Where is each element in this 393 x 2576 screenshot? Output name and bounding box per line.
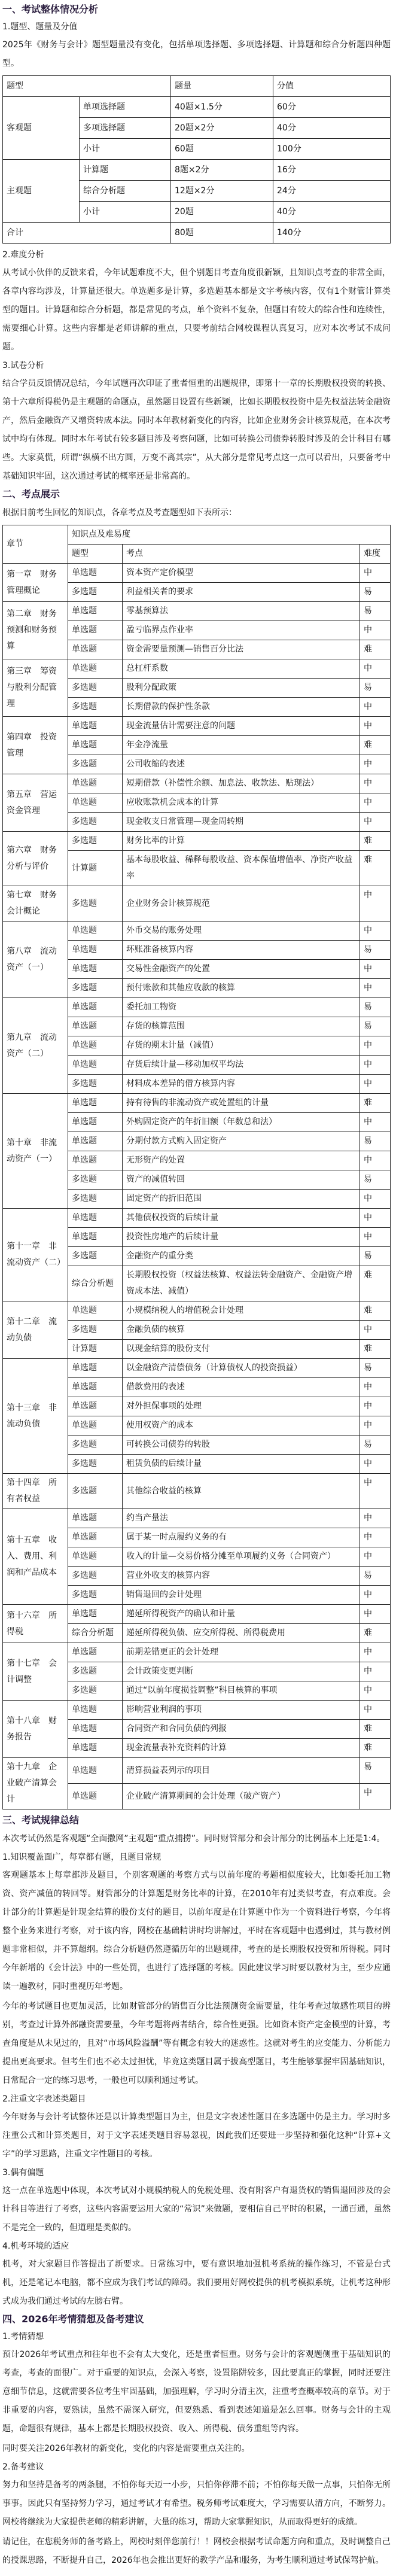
exam-point: 会计政策变更判断 [123,1662,360,1681]
exam-point: 约当产量法 [123,1509,360,1528]
table-row [3,160,391,181]
group-name: 主观题 [3,160,80,223]
exam-point: 以现金结算的股份支付 [123,1340,360,1359]
exam-point: 利益相关者的要求 [123,583,360,602]
question-type: 计算题 [68,1340,123,1359]
exam-point: 财务比率的计算 [123,832,360,851]
paragraph: 今年的考试题目也更加灵活，比如财管部分的销售百分比法预测资金需要量，往年考查过敏感性项目的辨别，考查过计算外部融资需要量，今年考题将两者结合，综合性更强。比如资本资产定金模型的计算，考查角度是从未见过的，且对“市场风险溢酬”等有概念有较大的迷惑性。这就对考生的应变能力、分析能力提出更高要求。但考生们也不必太过担忧，毕竟这类题目属于拔高型题目，考生能够掌握牢固基础知识，日常配合一定的练习思考，一般也可以顺利通过考试。 [2,2002,391,2085]
cell-score: 60分 [273,97,391,118]
table-row [3,1701,391,1720]
exam-point: 递延所得税负债、应交所得税、所得税费用 [123,1624,360,1643]
difficulty: 易 [360,1359,391,1378]
question-type: 多选题 [68,1190,123,1209]
exam-point: 坏账准备核算内容 [123,941,360,960]
difficulty: 中 [360,755,391,774]
subheading: 1.知识覆盖面广，每章都有题，且题目常规 [2,1853,162,1862]
section-2-title: 二、考点展示 [2,488,60,500]
table-header-row [3,76,391,97]
table-row [3,921,391,941]
difficulty: 难 [360,1340,391,1359]
difficulty: 难 [360,1739,391,1758]
difficulty: 易 [360,1758,391,1784]
question-type: 单选题 [68,1036,123,1056]
difficulty: 易 [360,1435,391,1455]
exam-point: 公司收缩的表述 [123,755,360,774]
cell-type: 小计 [80,202,171,223]
difficulty: 中 [360,1455,391,1474]
table-row [3,1209,391,1228]
difficulty: 中 [360,886,391,921]
chapter-name: 第十八章 财务报告 [3,1701,68,1758]
difficulty: 中 [360,1547,391,1567]
chapter-name: 第一章 财务管理概论 [3,564,68,602]
difficulty: 中 [360,1528,391,1547]
difficulty: 中 [360,564,391,583]
difficulty: 难 [360,1266,391,1301]
subheading: 2.备考建议 [2,2462,44,2472]
exam-point: 基本每股收益、稀释每股收益、资本保值增值率、净资产收益率 [123,851,360,886]
exam-point: 通过“以前年度损益调整”科目核算的事项 [123,1681,360,1701]
difficulty: 易 [360,583,391,602]
question-type: 单选题 [68,1784,123,1809]
exam-point: 资本资产定价模型 [123,564,360,583]
difficulty: 难 [360,1301,391,1321]
difficulty: 中 [360,1643,391,1662]
exam-point: 年金净流量 [123,736,360,755]
question-type: 单选题 [68,1017,123,1036]
difficulty: 难 [360,640,391,659]
exam-point: 总杠杆系数 [123,659,360,679]
chapter-name: 第八章 流动资产（一） [3,921,68,998]
cell-score: 40分 [273,118,391,139]
table-total-row [3,223,391,244]
difficulty: 中 [360,979,391,998]
difficulty: 中 [360,698,391,717]
exam-point: 现金收支日常管理—现金周转期 [123,813,360,832]
chapter-name: 第十一章 非流动资产（二） [3,1209,68,1301]
question-type: 多选题 [68,979,123,998]
paragraph: 机考，对大家题目作答提出了新要求。日常练习中，要有意识地加强机考系统的操作练习，不管是台式机，还是笔记本电脑，都不应成为我们考试的障碍。我们要用好网校提供的机考模拟系统，让机考这种形式成为我们通过考试的左膀右臂。 [2,2259,391,2306]
difficulty: 难 [360,1094,391,1113]
table-row [3,832,391,851]
total-count: 80题 [171,223,273,244]
difficulty: 难 [360,1720,391,1739]
chapter-name: 第二章 财务预测和财务预算 [3,602,68,659]
exam-point: 存货的核算范围 [123,1017,360,1036]
cell-count: 12题×2分 [171,181,273,202]
question-type: 单选题 [68,1416,123,1435]
question-type: 单选题 [68,621,123,640]
subheading: 4.机考环境的适应 [2,2242,69,2251]
exam-point: 属于某一时点履约义务的有 [123,1528,360,1547]
exam-point: 影响营业利润的事项 [123,1701,360,1720]
difficulty: 难 [360,736,391,755]
question-type: 单选题 [68,1209,123,1228]
exam-point: 存货后续计量—移动加权平均法 [123,1056,360,1075]
section-3-title: 三、考试规律总结 [2,1814,80,1826]
question-type: 单选题 [68,1228,123,1247]
question-type: 综合分析题 [68,1624,123,1643]
table-row [3,1301,391,1321]
exam-point: 企业财务会计核算规范 [123,886,360,921]
difficulty: 易 [360,1170,391,1190]
header-group: 知识点及难易度 [68,525,391,545]
table-row [3,564,391,583]
cell-type: 计算题 [80,160,171,181]
exam-point: 对外担保事项的处理 [123,1397,360,1416]
question-type: 单选题 [68,717,123,736]
question-type: 单选题 [68,1605,123,1624]
cell-type: 单项选择题 [80,97,171,118]
exam-point: 租赁负债的后续计量 [123,1455,360,1474]
cell-score: 24分 [273,181,391,202]
question-type: 单选题 [68,998,123,1017]
question-type: 多选题 [68,1455,123,1474]
difficulty: 易 [360,998,391,1017]
question-type: 多选题 [68,1586,123,1605]
table-row [3,659,391,679]
question-type: 单选题 [68,960,123,979]
chapter-name: 第十九章 企业破产清算会计 [3,1758,68,1809]
exam-point: 应收账款机会成本的计算 [123,793,360,813]
exam-point: 小规模纳税人的增值税会计处理 [123,1301,360,1321]
chapter-name: 第九章 流动资产（二） [3,998,68,1094]
question-type: 计算题 [68,851,123,886]
exam-point: 可转换公司债券的转股 [123,1435,360,1455]
difficulty: 难 [360,1624,391,1643]
table-row [3,1605,391,1624]
header-score: 分值 [273,76,391,97]
difficulty: 中 [360,1075,391,1094]
group-name: 客观题 [3,97,80,160]
paragraph: 今年财务与会计考试整体还是以计算类型题目为主，但是文字表述性题目在多选题中仍是主力。学习时多注重公式和计算类题目，对于文字表述类题目容易忽视，因此我们还要进一步坚持和强化这种“计算+文字”的学习思路，注重文字性题目的考核。 [2,2112,391,2159]
exam-point: 以金融资产清偿债务（计算债权人的投资损益） [123,1359,360,1378]
difficulty: 难 [360,832,391,851]
exam-points-table [2,525,391,1809]
chapter-name: 第七章 财务会计概论 [3,886,68,921]
question-type: 单选题 [68,1151,123,1170]
cell-count: 60题 [171,139,273,160]
question-type: 单选题 [68,1113,123,1132]
chapter-name: 第四章 投资管理 [3,717,68,774]
cell-score: 40分 [273,202,391,223]
section-4-items [2,2329,391,2570]
exam-point: 存货的期末计量（减值） [123,1036,360,1056]
difficulty: 中 [360,1228,391,1247]
question-type: 多选题 [68,813,123,832]
question-type: 多选题 [68,1075,123,1094]
exam-point: 使用权资产的成本 [123,1416,360,1435]
question-type: 综合分析题 [68,1266,123,1301]
question-type: 多选题 [68,1681,123,1701]
cell-count: 20题×2分 [171,118,273,139]
exam-point: 材料成本差异的借方核算内容 [123,1075,360,1094]
exam-point: 固定资产的折旧范围 [123,1190,360,1209]
chapter-name: 第十四章 所有者权益 [3,1474,68,1509]
table-header-row [3,525,391,545]
table-row [3,1509,391,1528]
difficulty: 中 [360,1036,391,1056]
table-row [3,998,391,1017]
difficulty: 中 [360,1701,391,1720]
exam-point: 资金需要量预测—销售百分比法 [123,640,360,659]
table-row [3,774,391,793]
question-type: 单选题 [68,1720,123,1739]
exam-point: 外币交易的账务处理 [123,921,360,941]
exam-point: 短期借款（补偿性余额、加息法、收款法、贴现法） [123,774,360,793]
difficulty: 易 [360,1247,391,1266]
difficulty: 中 [360,621,391,640]
paragraph: 预计2026年考试重点和往年也不会有太大变化，还是重者恒重。财务与会计的客观题侧重于基础知识的考查，考查的面很广。对于重要的知识点，会深入考察，设置陷阱较多，因此要真正的掌握，同时还要注意细节信息，这就需要各位考生牢固基础，加强理解，学习时分清主次，注重考查概率较高的章节。对于非重要的内容，要熟读，虽然不需深入研究，但要熟悉、看到表述知道是怎么回事。财务与会计的主观题，命题很有规律，基本上都是长期股权投资、收入、所得税、债务重组等内容。 [2,2350,391,2434]
cell-count: 40题×1.5分 [171,97,273,118]
difficulty: 中 [360,1474,391,1509]
subheading: 1.考情猜想 [2,2332,44,2341]
chapter-name: 第十三章 非流动负债 [3,1359,68,1474]
question-type: 单选题 [68,1758,123,1784]
difficulty: 中 [360,960,391,979]
exam-point: 前期差错更正的会计处理 [123,1643,360,1662]
section-1-title: 一、考试整体情况分析 [2,4,99,15]
question-type: 多选题 [68,1662,123,1681]
cell-score: 16分 [273,160,391,181]
question-type: 单选题 [68,736,123,755]
question-type: 单选题 [68,1359,123,1378]
exam-point: 交易性金融资产的处置 [123,960,360,979]
difficulty: 易 [360,679,391,698]
section-1-sub1: 1.题型、题量及分值 [2,22,78,32]
chapter-name: 第十章 非流动资产（一） [3,1094,68,1209]
question-type: 多选题 [68,679,123,698]
question-type: 多选题 [68,698,123,717]
difficulty: 中 [360,793,391,813]
question-type: 单选题 [68,1701,123,1720]
question-type: 单选题 [68,774,123,793]
exam-point: 外购固定资产的年折旧额（年数总和法） [123,1113,360,1132]
header-type: 题型 [68,545,123,564]
paragraph: 客观题基本上每章都涉及题目，个别客观题的考察方式与以前年度的考题相似度较大，比如委托加工物资、资产减值的转回等。财管部分的计算题是财务比率的计算，在2010年有过类似考查，有点难度。会计部分的计算题是针现金结算的股份支付的题目，以前年度是在计算题中作为一个资料进行考察，今年将整个业务来进行考察，对于该内容，网校在基础精讲时均讲解过，平时在客观题中也遇到过，其与教材例题非常相似，并不算超纲。综合分析题仍然遵循历年的出题规律，考查的是长期股权投资和所得税。同时今年新增的《会计法》中的一些处罚，也进行了选择题的考核。因此建议学习时要以教材为主，至少应通读一遍教材，同时重视历年考题。 [2,1871,391,1991]
difficulty: 易 [360,1017,391,1036]
difficulty: 易 [360,602,391,621]
exam-point: 投资性房地产的后续计量 [123,1228,360,1247]
table-row [3,1474,391,1509]
difficulty: 中 [360,1113,391,1132]
difficulty: 中 [360,1509,391,1528]
table-row [3,717,391,736]
chapter-name: 第五章 营运资金管理 [3,774,68,832]
difficulty: 难 [360,851,391,886]
paragraph: 同时要关注2026年教材的新变化，变化的内容是需要重点关注的。 [2,2444,250,2453]
difficulty: 中 [360,921,391,941]
difficulty: 中 [360,813,391,832]
question-type: 单选题 [68,1056,123,1075]
question-type: 单选题 [68,1378,123,1397]
difficulty: 中 [360,1209,391,1228]
difficulty: 中 [360,1378,391,1397]
difficulty: 中 [360,1190,391,1209]
paragraph: 努力和坚持是备考的两条腿，不怕你每天迈一小步，只怕你停滞不前；不怕你每天做一点事，只怕你无所事事。因此只有坚持努力学习，通过考试才有希望。税务师考试难度大，学习需要认清方向，不断努力。网校将继续为大家提供老师的精彩讲解，大量的练习，帮助大家掌握知识，从而取得更好的成绩。 [2,2480,391,2527]
question-type: 单选题 [68,640,123,659]
exam-point: 其他综合收益的核算 [123,1474,360,1509]
question-type: 单选题 [68,1509,123,1528]
question-type: 单选题 [68,921,123,941]
exam-point: 持有待售的非流动资产或处置组的计量 [123,1094,360,1113]
difficulty: 中 [360,1662,391,1681]
header-type: 题型 [3,76,171,97]
cell-type: 多项选择题 [80,118,171,139]
question-type: 多选题 [68,1474,123,1509]
question-type: 多选题 [68,886,123,921]
question-type: 单选题 [68,659,123,679]
difficulty: 中 [360,1605,391,1624]
difficulty: 中 [360,1784,391,1809]
difficulty: 中 [360,717,391,736]
question-type: 单选题 [68,941,123,960]
exam-point: 收入的计量—交易价格分摊至单项履约义务（合同资产） [123,1547,360,1567]
question-type-table [2,75,391,244]
table-row [3,1758,391,1784]
exam-point: 预付账款和其他应收款的核算 [123,979,360,998]
difficulty: 中 [360,1586,391,1605]
question-type: 多选题 [68,583,123,602]
table-row [3,1094,391,1113]
section-1-sub2: 2.难度分析 [2,250,44,260]
difficulty: 中 [360,1397,391,1416]
question-type: 单选题 [68,793,123,813]
total-label: 合计 [3,223,171,244]
section-3-intro: 本次考试仍然是客观题“全面撒网”主观题“重点捕捞”。同时财管部分和会计部分的比例基本上还是1:4。 [2,1834,385,1844]
difficulty: 中 [360,659,391,679]
section-1-intro: 2025年《财务与会计》题型题量没有变化，包括单项选择题、多项选择题、计算题和综合分析题四种题型。 [2,40,391,68]
question-type: 多选题 [68,755,123,774]
table-row [3,1643,391,1662]
exam-point: 股利分配政策 [123,679,360,698]
total-score: 140分 [273,223,391,244]
question-type: 多选题 [68,1321,123,1340]
chapter-name: 第三章 筹资与股利分配管理 [3,659,68,717]
question-type: 单选题 [68,1132,123,1151]
chapter-name: 第十六章 所得税 [3,1605,68,1643]
header-chapter: 章节 [3,525,68,564]
header-point: 考点 [123,545,360,564]
question-type: 单选题 [68,1739,123,1758]
difficulty: 易 [360,1567,391,1586]
subheading: 3.偶有偏题 [2,2168,44,2177]
exam-point: 金融负债的核算 [123,1321,360,1340]
chapter-name: 第六章 财务分析与评价 [3,832,68,886]
header-difficulty: 难度 [360,545,391,564]
table-row [3,886,391,921]
exam-point: 无形资产的处置 [123,1151,360,1170]
difficulty-paragraph: 从考试小伙伴的反馈来看，今年试题难度不大，但个别题目考查角度很新颖，且知识点考查的非常全面，各章内容均涉及，计算量还很大。单选题多是计算，多选题基本都是文字考核内容，仅有1个财管计算类型的题目。计算题和综合分析题，都是常见的考点，单个资料不复杂，但题目有较大的综合性和连续性，需要细心计算。这些内容都是老师讲解的重点，只要考前结合网校课程认真复习，应对本次考试不成问题。 [2,268,391,352]
table-row [3,97,391,118]
exam-point: 零基预算法 [123,602,360,621]
exam-point: 长期借款的保护性条款 [123,698,360,717]
question-type: 单选题 [68,1547,123,1567]
analysis-paragraph: 结合学员反馈情况总结，今年试题再次印证了重者恒重的出题规律，即第十一章的长期股权投资的转换、第十六章所得税仍是主观题的命题点，虽然题目设置有些新颖，比如长期股权投资中是先权益法转金融资产，然后金融资产又增资转成本法。同时本年教材新变化的内容，比如企业财务会计核算规范，在本次考试中均有体现。同时本年考试有较多题目涉及考察问题，比如可转换公司债券转股时涉及的会计科目有哪些。大家莫慌，所谓“纵横不出方圆，万变不离其宗”，从大部分是常见考点这一点可以看出，只要备考中基础知识牢固，这次通过考试的概率还是非常高的。 [2,379,391,481]
exam-point: 清算损益表列示的项目 [123,1758,360,1784]
section-4-title: 四、2026年考情猜想及备考建议 [2,2313,144,2325]
question-type: 单选题 [68,1643,123,1662]
cell-score: 100分 [273,139,391,160]
exam-point: 其他债权投资的后续计量 [123,1209,360,1228]
chapter-name: 第十五章 收入、费用、利润和产品成本 [3,1509,68,1605]
question-type: 多选题 [68,1247,123,1266]
question-type: 多选题 [68,832,123,851]
exam-point: 资产的减值转回 [123,1170,360,1190]
section-3-items [2,1850,391,2311]
question-type: 多选题 [68,1567,123,1586]
table-row [3,1359,391,1378]
exam-point: 分期付款方式购入固定资产 [123,1132,360,1151]
difficulty: 易 [360,941,391,960]
difficulty: 中 [360,1151,391,1170]
question-type: 单选题 [68,1094,123,1113]
exam-point: 盈亏临界点作业率 [123,621,360,640]
chapter-name: 第十七章 会计调整 [3,1643,68,1701]
difficulty: 中 [360,1056,391,1075]
exam-points-body [3,564,391,1809]
exam-point: 合同资产和合同负债的列报 [123,1720,360,1739]
question-type: 单选题 [68,1397,123,1416]
question-type: 单选题 [68,1528,123,1547]
section-2-intro: 根据目前考生回忆的知识点，各章考点及考查题型如下表所示： [2,508,237,518]
question-type: 单选题 [68,1301,123,1321]
exam-point: 企业破产清算期间的会计处理（破产资产） [123,1784,360,1809]
exam-point: 现金流量估计需要注意的问题 [123,717,360,736]
table-row [3,602,391,621]
difficulty: 易 [360,1132,391,1151]
header-count: 题量 [171,76,273,97]
exam-point: 营业外收支的核算内容 [123,1567,360,1586]
chapter-name: 第十二章 流动负债 [3,1301,68,1359]
question-type: 单选题 [68,564,123,583]
paragraph: 这一点在单选题中体现，本次考试对小规模纳税人的免税处理、没有附客户有退货权的销售退回涉及的会计科目等进行了考察，这些内容需要运用大家的“常识”来做题，要相信自己平时的积累，一通百通，虽然不是完全一致的，但道理是类似的。 [2,2186,391,2233]
difficulty: 中 [360,1321,391,1340]
question-type: 单选题 [68,602,123,621]
exam-point: 递延所得税资产的确认和计量 [123,1605,360,1624]
cell-type: 小计 [80,139,171,160]
difficulty: 中 [360,1681,391,1701]
exam-point: 金融资产的重分类 [123,1247,360,1266]
subheading: 2.注重文字表述类题目 [2,2094,86,2104]
difficulty: 中 [360,774,391,793]
cell-type: 综合分析题 [80,181,171,202]
cell-count: 8题×2分 [171,160,273,181]
difficulty: 中 [360,1416,391,1435]
exam-point: 长期股权投资（权益法核算、权益法转金融资产、金融资产增资成本法、减值） [123,1266,360,1301]
question-type: 多选题 [68,1435,123,1455]
exam-point: 委托加工物资 [123,998,360,1017]
paragraph: 请记住，在您税务师的备考路上，网校时刻伴您前行！！网校会根据考试命题方向和重点，及时调整自己的授课思路，不断提升自己，2026年也会推出更好的教学产品和服务，为考生顺利通过考试保驾护航。 [2,2537,391,2565]
cell-count: 20题 [171,202,273,223]
question-type: 多选题 [68,1170,123,1190]
section-1-sub3: 3.试卷分析 [2,361,44,370]
exam-point: 借款费用的表述 [123,1378,360,1397]
exam-point: 销售退回的会计处理 [123,1586,360,1605]
exam-point: 现金流量表补充资料的计算 [123,1739,360,1758]
